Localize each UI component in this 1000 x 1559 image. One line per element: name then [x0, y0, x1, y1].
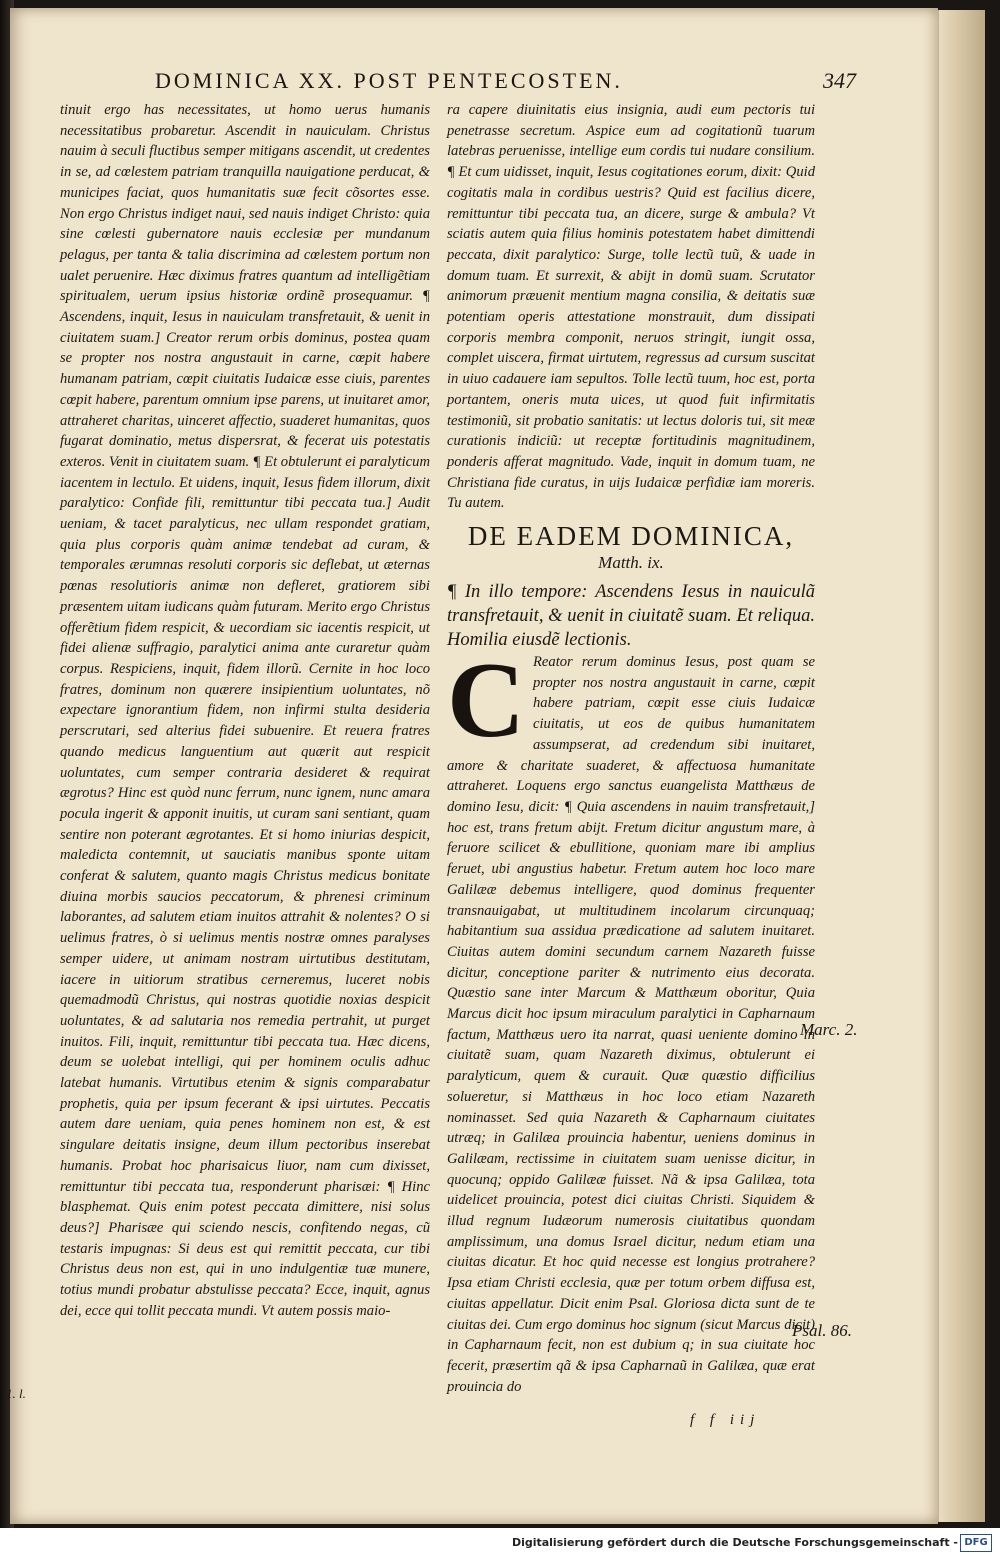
left-column	[60, 100, 430, 1321]
homily-text	[447, 641, 815, 1397]
drop-cap: C	[447, 641, 525, 761]
page-edge	[938, 10, 985, 1522]
section-heading: DE EADEM DOMINICA,	[467, 521, 795, 552]
footer-bar	[0, 1528, 1000, 1559]
margin-note-marc: Marc. 2.	[800, 1020, 858, 1039]
gospel-incipit: ¶ In illo tempore: Ascendens Iesus in nauiculã transfretauit, & uenit in ciuitatẽ suam. Et reliqua. Homilia eiusdẽ lectionis.	[447, 582, 815, 651]
margin-note-left: 1. l.	[6, 1386, 26, 1401]
running-head-title: DOMINICA XX. POST PENTECOSTEN.	[155, 68, 623, 93]
homily-body: Reator rerum dominus Iesus, post quam se propter nos nostra angustauit in carne, cœpit habere patriam, cœpit esse ciuis Iudaicæ ciuitatis, ut eos de quibus humanitatem assumpserat, ad credendum sibi inuitaret, amore & charitate suaderet, & affectuosa humanitate attraheret. Loquens ergo sanctus euangelista Matthæus de domino Iesu, dicit: ¶ Quia ascendens in nauim transfretauit,] hoc est, trans fretum abijt. Fretum dicitur angustum mare, à feruore scilicet & ebullitione, quoniam mare ibi amplius feruet, ubi angustius habetur. Fretum autem hoc loco mare Galilææ debemus intelligere, quod dominus frequenter transnauigabat, ut multitudinem incolarum circunquaq; habitantium sua assidua prædicatione ad salutem inuitaret. Ciuitas autem domini secundum carnem Nazareth fuisse dicitur, conceptione pariter & nutrimento eius decorata. Quæstio sane inter Marcum & Matthæum oboritur, Quia Marcus dicit hoc ipsum miraculum paralytici in Capharnaum factum, Matthæus uero ita narrat, quasi ueniente domino in ciuitatẽ suam, quam Nazareth diximus, obtulerunt ei paralyticum, quem & curauit. Quæ quæstio difficilius solueretur, si Matthæus in hoc loco etiam Nazareth nominasset. Sed quia Nazareth & Capharnaum ciuitates utræq; in Galilæa prouincia habentur, ueniens dominus in Galilæam, rectissime in ciuitatem suam uenisse dicitur, in quocunq; oppido Galilææ fuisset. Nã & ipsa Galilæa, tota uidelicet prouincia, potest dici ciuitas Christi. Siquidem & illud regnum Iudæorum numerosis ciuitatibus quondam amplissimum, una domus Israel dicitur, nedum etiam una ciuitas dicatur. Et hoc quid necesse est longius protrahere? Ipsa etiam Christi ecclesia, quæ per totum orbem diffusa est, ciuitas appellatur. Dicit enim Psal. Gloriosa dicta sunt de te ciuitas dei. Cum ergo dominus hoc signum (sicut Marcus dicit) in Capharnaum fecit, non est dubium q; in sua ciuitate hoc fecerit, præsertim qã & ipsa Capharnaũ in Galilæa, quæ erat prouincia do	[447, 654, 815, 1395]
footer-credit: Digitalisierung gefördert durch die Deutsche Forschungsgemeinschaft -	[511, 1536, 958, 1549]
left-column-text: tinuit ergo has necessitates, ut homo uerus humanis necessitatibus probaretur. Ascendit in nauiculam. Christus nauim à seculi fluctibus semper mitigans ascendit, ut credentes in se, ad cœlestem patriam tranquilla nauigatione perducat, & municipes faciat, quos humanitatis suæ fecit cõsortes esse. Non ergo Christus indiget naui, sed nauis indiget Christo: quia sine cœlesti gubernatore nauis ecclesiæ per mundanum pelagus, per tanta & talia discrimina ad cœlestem portum non ualet peruenire. Hæc diximus fratres quantum ad intelligẽtiam spiritualem, uerum ipsius historiæ ordinẽ prosequamur. ¶ Ascendens, inquit, Iesus in nauiculam transfretauit, & uenit in ciuitatem suam.] Creator rerum orbis dominus, postea quam se propter nos nostra angustauit in carne, cœpit habere humanam patriam, cœpit ciuitatis Iudaicæ esse ciuis, parentes cœpit habere, parentum omnium ipse parens, ut inuitaret amor, attraheret charitas, uinceret affectio, suaderet humanitas, quos fugarat dominatio, metus dispersrat, & fecerat uis potestatis exteros. Venit in ciuitatem suam. ¶ Et obtulerunt ei paralyticum iacentem in lectulo. Et uidens, inquit, Iesus fidem illorum, dixit paralytico: Confide fili, remittuntur tibi peccata tua.] Audit ueniam, & tacet paralyticus, nec ullam respondet gratiam, quia plus corporis quàm animæ tendebat ad curam, & temporales ærumnas resoluti corporis sic deflebat, ut æternas pœnas resolutioris animæ non defleret, gratiorem sibi præsentem uitam iudicans quàm futuram. Merito ergo Christus offerẽtium fidem respicit, & uecordiam sic iacentis respicit, ut fidei alienæ suffragio, paralytici anima ante curaretur quàm corpus. Respiciens, inquit, fidem illorũ. Cernite in hoc loco fratres, dominum non quærere insipientium uoluntates, nõ expectare ignorantium fidem, non infirmi stulta desideria perscrutari, sed alterius fidei subuenire. Et reuera fratres quando medicus languentium aut quærit aut respicit uoluntates, cum semper contraria desideret & requirat ægrotus? Hinc est quòd nunc ferrum, nunc ignem, nunc amara pocula ingerit & apponit inuitis, ut curam sani sentiant, quam sentire non poterant ægrotantes. Et si homo iniurias despicit, maledicta contemnit, ut sauciatis manibus sponte uitam conferat & salutem, quanto magis Christus medicus bonitate diuina morbis saucios peccatorum, & phrenesi criminum laborantes, ad salutem etiam inuitos attrahit & nolentes? O si uelimus fratres, ò si uelimus mentis nostræ omnes paralyses semper uidere, ut animam nostram uirtutibus destitutam, iacere in uitiorum stratibus cerneremus, luceret nobis quemadmodũ Christus, qui nostras quotidie noxias despicit uoluntates, & ad salutaria nos remedia pertrahit, ut purget inuitos. Fili, inquit, remittuntur tibi peccata tua. Hæc dicens, deum se uolebat intelligi, qui per hominem oculis adhuc latebat humanis. Virtutibus etenim & signis comparabatur prophetis, quia per ipsum fecerant & ipsi uirtutes. Peccatis autem dare ueniam, quia penes hominem non est, & est singulare deitatis insigne, deum illum pectoribus inserebat humanis. Probat hoc pharisaicus liuor, nam cum dixisset, remittuntur tibi peccata tua, responderunt pharisæi: ¶ Hinc blasphemat. Quis enim potest peccata dimittere, nisi solus deus?] Pharisæe qui sciendo nescis, confitendo negas, cũ testaris impugnas: Si deus est qui remittit peccata, cur tibi Christus deus non est, qui in uno indulgentiæ tuæ munere, totius mundi probatur abstulisse peccata? Ecce, inquit, agnus dei, ecce qui tollit peccata mundi. Vt autem possis maio-	[60, 102, 430, 1319]
right-column	[447, 100, 815, 1397]
right-column-text-before: ra capere diuinitatis eius insignia, audi eum pectoris tui penetrasse secretum. Aspice eum ad cogitationũ tuarum latebras peruenisse, intellige eum cordis tui nudare consilium. ¶ Et cum uidisset, inquit, Iesus cogitationes eorum, dixit: Quid cogitatis mala in cordibus uestris? Quid est facilius dicere, remittuntur tibi peccata tua, an dicere, surge & ambula? Vt sciatis autem quia filius hominis potestatem habet dimittendi peccata, dixit paralytico: Surge, tolle lectũ tuũ, & uade in domum tuam. Et surrexit, & abijt in domũ suam. Scrutator animorum præuenit mentium magna consilia, & deitatis suæ potentiam operis attestatione monstrauit, dum dissipati corporis membra componit, neruos stringit, iungit ossa, complet uiscera, firmat uirtutem, regressus ad cursum suscitat in uiuo cadauere iam sepultos. Tolle lectũ tuum, hoc est, porta portantem, oneris muta uices, ut quod fuit infirmitatis testimoniũ, sit probatio sanitatis: ut lectus doloris tui, sit meæ curationis indiciũ: ut receptæ fortitudinis magnitudinem, ponderis afferat magnitudo. Vade, inquit in domum tuam, ne Christiana fide curatus, in uijs Iudaicæ perfidiæ iam moreris. Tu autem.	[447, 102, 815, 512]
section-subheading: Matth. ix.	[598, 553, 664, 573]
dfg-logo[interactable]: DFG	[960, 1534, 992, 1552]
margin-note-psal: Psal. 86.	[792, 1321, 852, 1340]
book-page	[6, 8, 938, 1524]
signature-mark: f f iij	[690, 1412, 761, 1428]
page-number: 347	[823, 68, 856, 93]
